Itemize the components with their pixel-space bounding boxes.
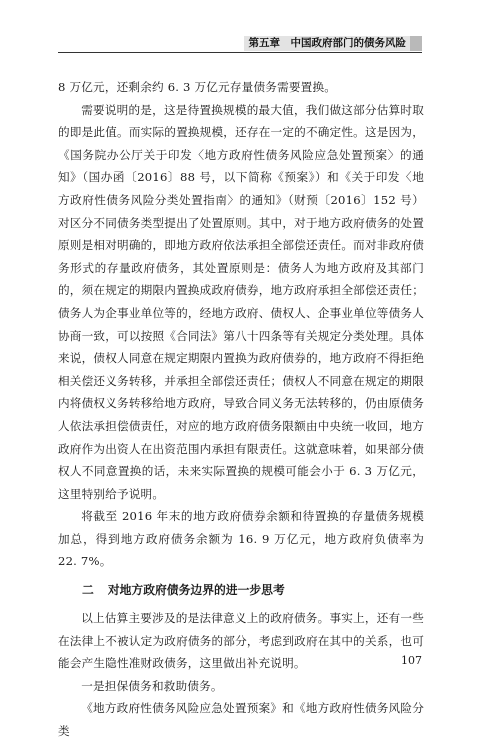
section-heading xyxy=(58,579,424,601)
paragraph-guarantee-debt: 一是担保债务和救助债务。 xyxy=(81,678,223,693)
paragraph-replacement-explanation: 需要说明的是，这是待置换规模的最大值，我们做这部分估算时取的即是此值。而实际的置换规模，还存在一定的不确定性。这是因为，《国务院办公厅关于印发〈地方政府性债务风险应急处置预案〉的通知》（国办函〔2016〕88 号，以下简称《预案》）和《关于印发〈地方政府性债务风险分类处置指南〉的通知》（财预〔2016〕152 号）对区分不同债务类型提出了处置原则。其中，对于地方政府债务的处置原则是相对明确的，即地方政府依法承担全部偿还责任。而对非政府债务形式的存量政府债务，其处置原则是：债务人为地方政府及其部门的，须在规定的期限内置换成政府债券，地方政府承担全部偿还责任；债务人为企事业单位等的，经地方政府、债权人、企事业单位等债务人协商一致，可以按照《合同法》第八十四条等有关规定分类处理。具体来说，债权人同意在规定期限内置换为政府债券的，地方政府不得拒绝相关偿还义务转移，并承担全部偿还责任；债权人不同意在规定的期限内将债权义务转移给地方政府，导致合同义务无法转移的，仍由原债务人依法承担偿债责任，对应的地方政府债务限额由中央统一收回，地方政府作为出资人在出资范围内承担有限责任。这就意味着，如果部分债权人不同意置换的话，未来实际置换的规模可能会小于 6. 3 万亿元，这里特别给予说明。 xyxy=(58,102,424,501)
section-number: 二 xyxy=(82,583,94,598)
paragraph-continuation: 8 万亿元，还剩余约 6. 3 万亿元存量债务需要置换。 xyxy=(58,80,337,94)
paragraph-debt-total: 将截至 2016 年末的地方政府债券余额和待置换的存量债务规模加总，得到地方政府债务余额为 16. 9 万亿元，地方政府负债率为 22. 7%。 xyxy=(58,509,424,569)
header-rule xyxy=(58,52,422,53)
paragraph-legal-debt: 以上估算主要涉及的是法律意义上的政府债务。事实上，还有一些在法律上不被认定为政府债务的部分，考虑到政府在其中的关系，也可能会产生隐性准财政债务，这里做出补充说明。 xyxy=(58,611,424,671)
page-body xyxy=(58,76,424,743)
page-number: 107 xyxy=(401,654,422,667)
paragraph-plan-reference: 《地方政府性债务风险应急处置预案》和《地方政府性债务风险分类 xyxy=(58,701,424,739)
header-marker-block xyxy=(410,36,422,51)
section-title: 对地方政府债务边界的进一步思考 xyxy=(107,583,285,598)
running-header xyxy=(0,30,484,60)
chapter-title: 第五章 中国政府部门的债务风险 xyxy=(248,37,406,49)
